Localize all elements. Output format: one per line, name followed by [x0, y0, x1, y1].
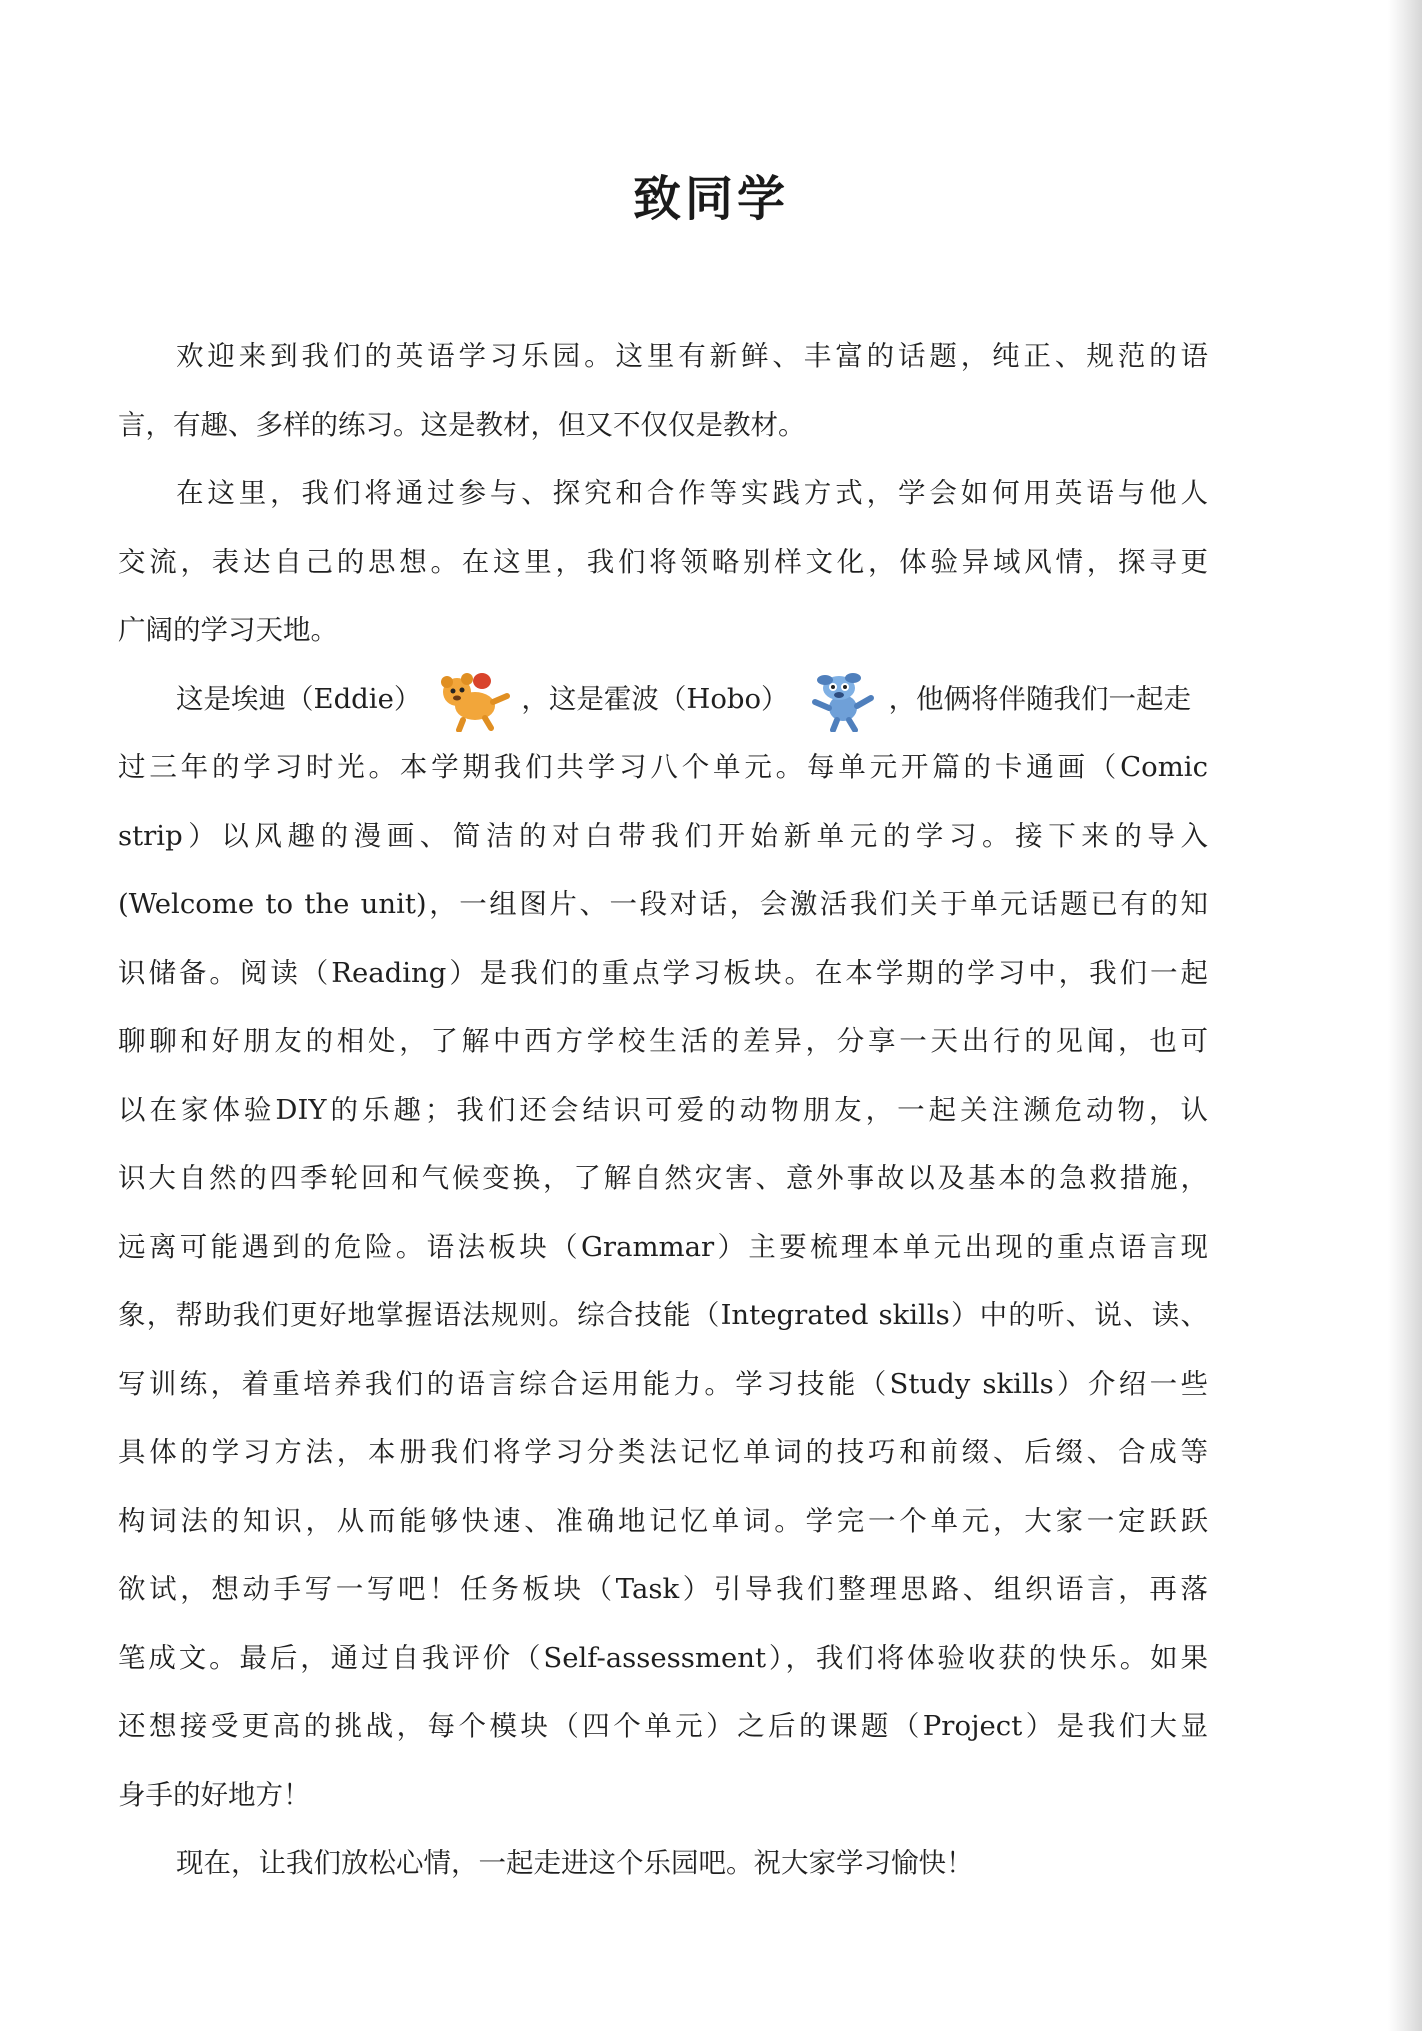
paragraph-1-line-1: 欢迎来到我们的英语学习乐园。这里有新鲜、丰富的话题，纯正、规范的语 — [176, 340, 1208, 372]
eddie-mascot-icon — [427, 668, 515, 732]
hobo-mascot-icon — [795, 668, 883, 732]
paragraph-2-line-2: 交流，表达自己的思想。在这里，我们将领略别样文化，体验异域风情，探寻更 — [118, 545, 1208, 578]
page-edge-shadow — [1388, 0, 1422, 2031]
paragraph-3-line-11: 写训练，着重培养我们的语言综合运用能力。学习技能（Study skills）介绍一些 — [118, 1367, 1208, 1400]
paragraph-3-line-10: 象，帮助我们更好地掌握语法规则。综合技能（Integrated skills）中的听、说、读、 — [118, 1299, 1208, 1331]
paragraph-3-line-4: (Welcome to the unit)，一组图片、一段对话，会激活我们关于单元话题已有的知 — [118, 888, 1208, 920]
paragraph-3-line-17: 身手的好地方！ — [118, 1778, 311, 1811]
paragraph-3-intro-line — [118, 665, 1208, 734]
paragraph-3-line-3: strip）以风趣的漫画、简洁的对白带我们开始新单元的学习。接下来的导入 — [118, 819, 1208, 852]
paragraph-3-line-14: 欲试，想动手写一写吧！任务板块（Task）引导我们整理思路、组织语言，再落 — [118, 1573, 1208, 1605]
paragraph-3-line-7: 以在家体验DIY的乐趣；我们还会结识可爱的动物朋友，一起关注濒危动物，认 — [118, 1093, 1208, 1126]
paragraph-3-line-16: 还想接受更高的挑战，每个模块（四个单元）之后的课题（Project）是我们大显 — [118, 1710, 1208, 1742]
paragraph-3-line-6: 聊聊和好朋友的相处，了解中西方学校生活的差异，分享一天出行的见闻，也可 — [118, 1025, 1208, 1057]
paragraph-2-line-1: 在这里，我们将通过参与、探究和合作等实践方式，学会如何用英语与他人 — [176, 477, 1208, 509]
intro-continuation-text: ，他俩将伴随我们一起走 — [888, 682, 1192, 715]
paragraph-3-line-2: 过三年的学习时光。本学期我们共学习八个单元。每单元开篇的卡通画（Comic — [118, 751, 1208, 783]
paragraph-3-line-9: 远离可能遇到的危险。语法板块（Grammar）主要梳理本单元出现的重点语言现 — [118, 1230, 1208, 1263]
paragraph-3-line-8: 识大自然的四季轮回和气候变换，了解自然灾害、意外事故以及基本的急救措施， — [118, 1162, 1208, 1194]
eddie-intro-text: 这是埃迪（Eddie） — [176, 682, 422, 715]
hobo-intro-text: ，这是霍波（Hobo） — [521, 682, 789, 715]
paragraph-3-line-15: 笔成文。最后，通过自我评价（Self-assessment），我们将体验收获的快乐。如果 — [118, 1641, 1208, 1674]
paragraph-4-line-1: 现在，让我们放松心情，一起走进这个乐园吧。祝大家学习愉快！ — [176, 1847, 974, 1879]
paragraph-3-line-12: 具体的学习方法，本册我们将学习分类法记忆单词的技巧和前缀、后缀、合成等 — [118, 1436, 1208, 1468]
paragraph-1-line-2: 言，有趣、多样的练习。这是教材，但又不仅仅是教材。 — [118, 408, 806, 441]
paragraph-3-line-13: 构词法的知识，从而能够快速、准确地记忆单词。学完一个单元，大家一定跃跃 — [118, 1504, 1208, 1537]
paragraph-2-line-3: 广阔的学习天地。 — [118, 614, 338, 646]
page-title: 致同学 — [632, 171, 789, 227]
paragraph-3-line-5: 识储备。阅读（Reading）是我们的重点学习板块。在本学期的学习中，我们一起 — [118, 956, 1208, 989]
body-text — [118, 322, 1208, 1898]
